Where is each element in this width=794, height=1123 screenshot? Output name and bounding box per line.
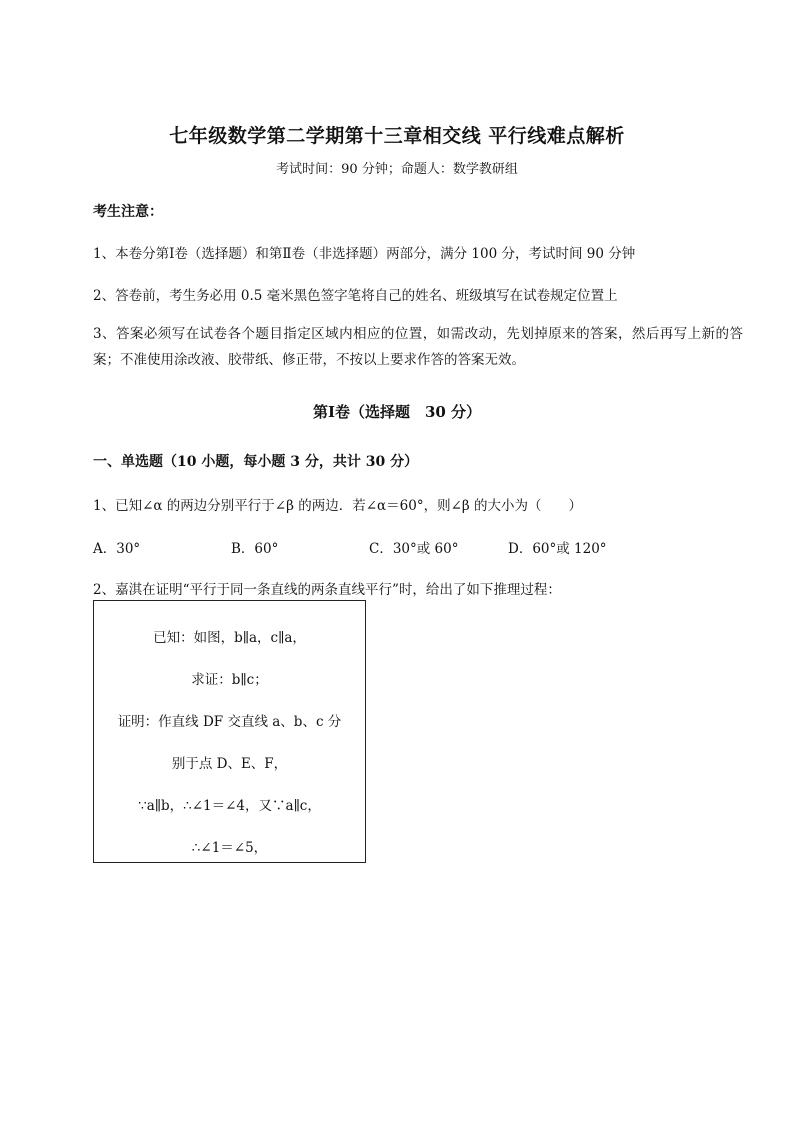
question-1: 1、已知∠α 的两边分别平行于∠β 的两边．若∠α＝60°，则∠β 的大小为（ ） [93, 498, 582, 514]
notice-item-3: 3、答案必须写在试卷各个题目指定区域内相应的位置，如需改动，先划掉原来的答案，然后再写上新的答案；不准使用涂改液、胶带纸、修正带，不按以上要求作答的答案无效。 [93, 326, 743, 368]
proof-line-step-2: ∴∠1＝∠5， [191, 840, 268, 856]
proof-line-step-1: ∵a∥b，∴∠1＝∠4，又∵a∥c， [138, 798, 321, 814]
question-2: 2、嘉淇在证明“平行于同一条直线的两条直线平行”时，给出了如下推理过程： [93, 582, 561, 598]
notice-item-1: 1、本卷分第Ⅰ卷（选择题）和第Ⅱ卷（非选择题）两部分，满分 100 分，考试时间 90 分钟 [93, 246, 636, 262]
subsection-heading: 一、单选题（10 小题，每小题 3 分，共计 30 分） [93, 454, 419, 470]
proof-line-points: 别于点 D、E、F， [171, 756, 288, 772]
section-title: 第Ⅰ卷（选择题 30 分） [312, 403, 482, 421]
page-title: 七年级数学第二学期第十三章相交线 平行线难点解析 [169, 125, 625, 147]
proof-line-proof-start: 证明：作直线 DF 交直线 a、b、c 分 [117, 714, 342, 730]
notice-item-2: 2、答卷前，考生务必用 0.5 毫米黑色签字笔将自己的姓名、班级填写在试卷规定位置上 [93, 288, 618, 304]
q1-option-d: D．60°或 120° [508, 541, 607, 557]
proof-line-given: 已知：如图，b∥a，c∥a， [153, 630, 306, 646]
q1-option-c: C．30°或 60° [369, 541, 459, 557]
proof-box [93, 600, 366, 863]
notice-heading: 考生注意： [93, 204, 163, 220]
q1-option-b: B．60° [231, 541, 279, 557]
q1-option-a: A．30° [93, 541, 141, 557]
proof-line-prove: 求证：b∥c； [191, 672, 268, 688]
exam-info: 考试时间：90 分钟；命题人：数学教研组 [276, 162, 518, 177]
